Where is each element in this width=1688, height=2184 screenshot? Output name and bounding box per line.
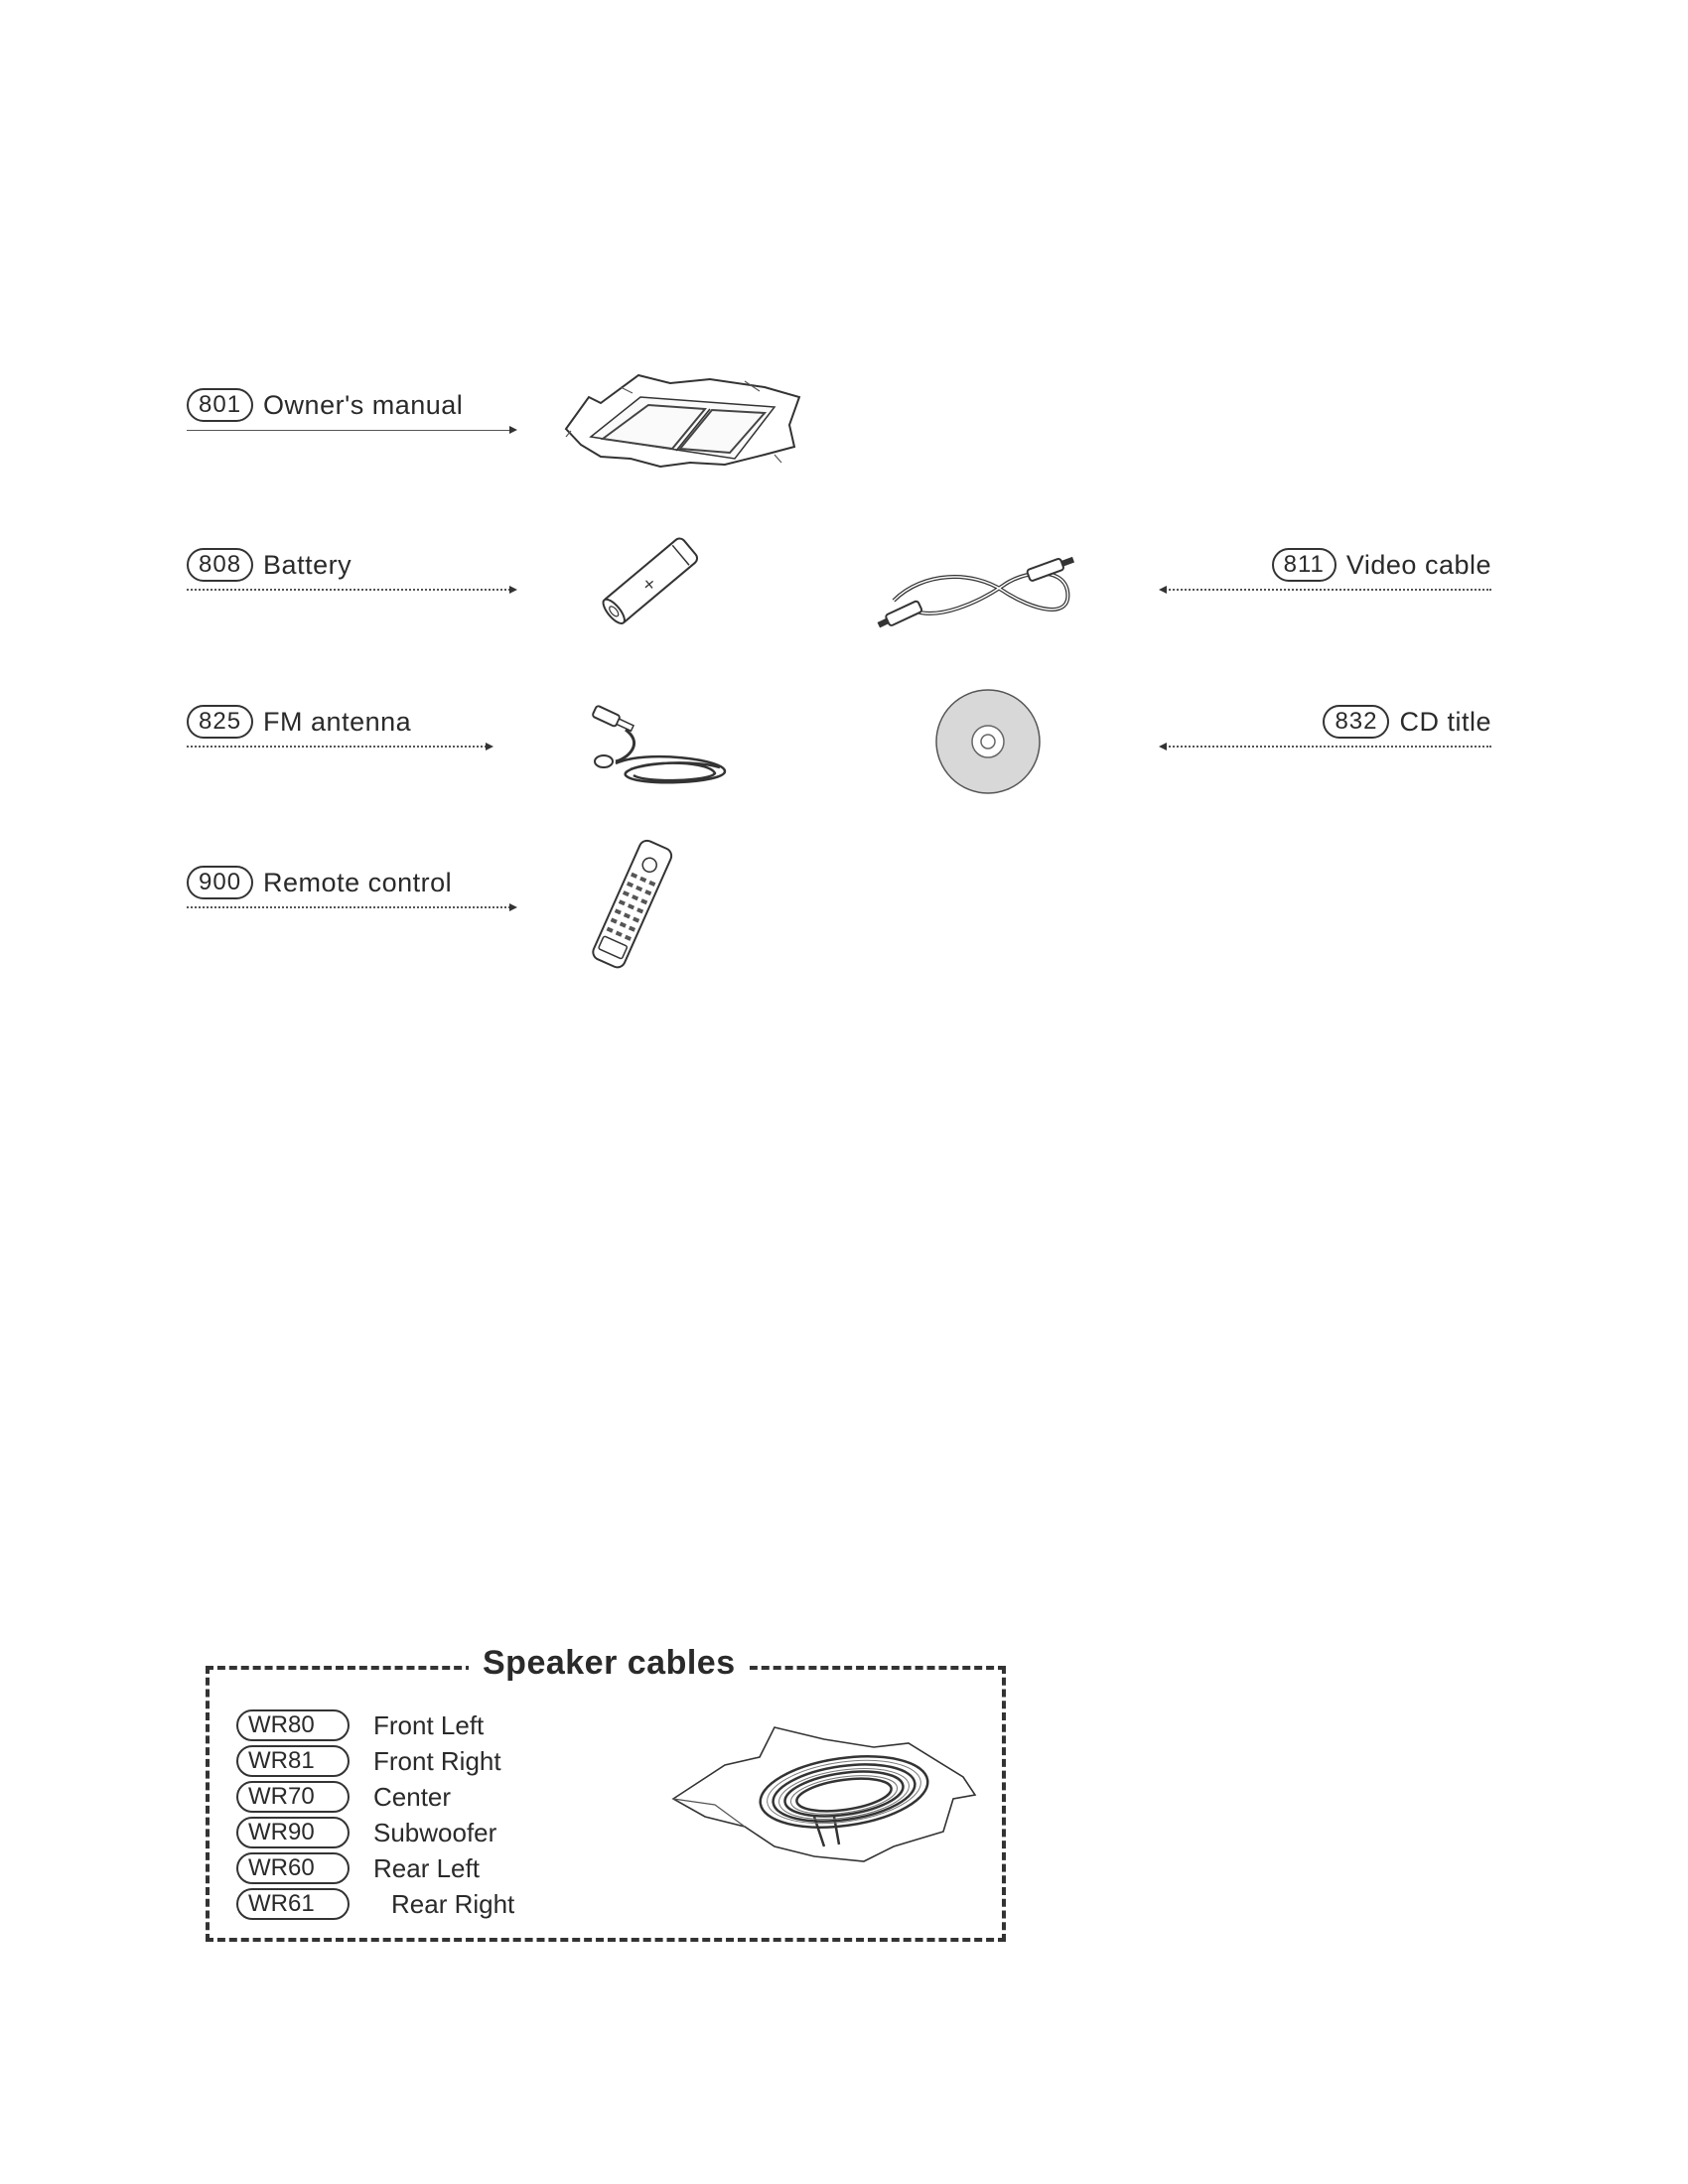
cable-name: Front Right bbox=[373, 1746, 501, 1776]
part-number-badge: 811 bbox=[1272, 548, 1336, 582]
speaker-cable-row bbox=[236, 1781, 452, 1813]
speaker-cable-row bbox=[236, 1852, 480, 1884]
accessory-name: Battery bbox=[263, 549, 352, 580]
accessory-label-remote-control bbox=[187, 866, 452, 899]
accessory-name: CD title bbox=[1399, 706, 1491, 737]
cd-disc-illustration bbox=[933, 687, 1043, 796]
accessory-name: Remote control bbox=[263, 867, 453, 897]
battery-illustration bbox=[591, 526, 710, 635]
accessory-label-cd-title bbox=[1323, 705, 1491, 739]
leader-line bbox=[187, 589, 514, 591]
fm-antenna-illustration bbox=[586, 700, 735, 789]
cable-code-badge: WR60 bbox=[236, 1852, 350, 1884]
cable-code-badge: WR81 bbox=[236, 1745, 350, 1777]
owners-manual-illustration bbox=[561, 367, 804, 477]
cable-code-badge: WR70 bbox=[236, 1781, 350, 1813]
leader-line bbox=[187, 430, 514, 431]
svg-text:+: + bbox=[637, 572, 660, 596]
accessory-name: Video cable bbox=[1345, 549, 1491, 580]
speaker-cables-bag-illustration bbox=[665, 1717, 983, 1866]
speaker-cable-row bbox=[236, 1817, 497, 1848]
video-cable-illustration bbox=[884, 541, 1092, 640]
accessory-label-fm-antenna bbox=[187, 705, 411, 739]
cable-name: Rear Left bbox=[373, 1853, 480, 1883]
leader-line bbox=[187, 906, 514, 908]
speaker-cable-row bbox=[236, 1888, 515, 1920]
part-number-badge: 808 bbox=[187, 548, 253, 582]
remote-control-illustration bbox=[571, 839, 690, 973]
speaker-cable-row bbox=[236, 1745, 501, 1777]
leader-line bbox=[187, 746, 491, 748]
cable-code-badge: WR80 bbox=[236, 1709, 350, 1741]
part-number-badge: 801 bbox=[187, 388, 253, 422]
cable-code-badge: WR61 bbox=[236, 1888, 350, 1920]
accessory-name: Owner's manual bbox=[263, 389, 464, 420]
accessory-label-video-cable bbox=[1272, 548, 1491, 582]
accessory-label-owners-manual bbox=[187, 388, 463, 422]
cable-code-badge: WR90 bbox=[236, 1817, 350, 1848]
accessory-name: FM antenna bbox=[263, 706, 412, 737]
cable-name: Subwoofer bbox=[373, 1818, 497, 1847]
leader-line bbox=[1162, 589, 1491, 591]
cable-name: Front Left bbox=[373, 1710, 485, 1740]
speaker-cable-row bbox=[236, 1709, 485, 1741]
accessory-label-battery bbox=[187, 548, 352, 582]
part-number-badge: 900 bbox=[187, 866, 253, 899]
part-number-badge: 825 bbox=[187, 705, 253, 739]
part-number-badge: 832 bbox=[1323, 705, 1389, 739]
leader-line bbox=[1162, 746, 1491, 748]
speaker-cables-title: Speaker cables bbox=[469, 1640, 750, 1686]
cable-name: Center bbox=[373, 1782, 452, 1812]
cable-name: Rear Right bbox=[391, 1889, 515, 1919]
